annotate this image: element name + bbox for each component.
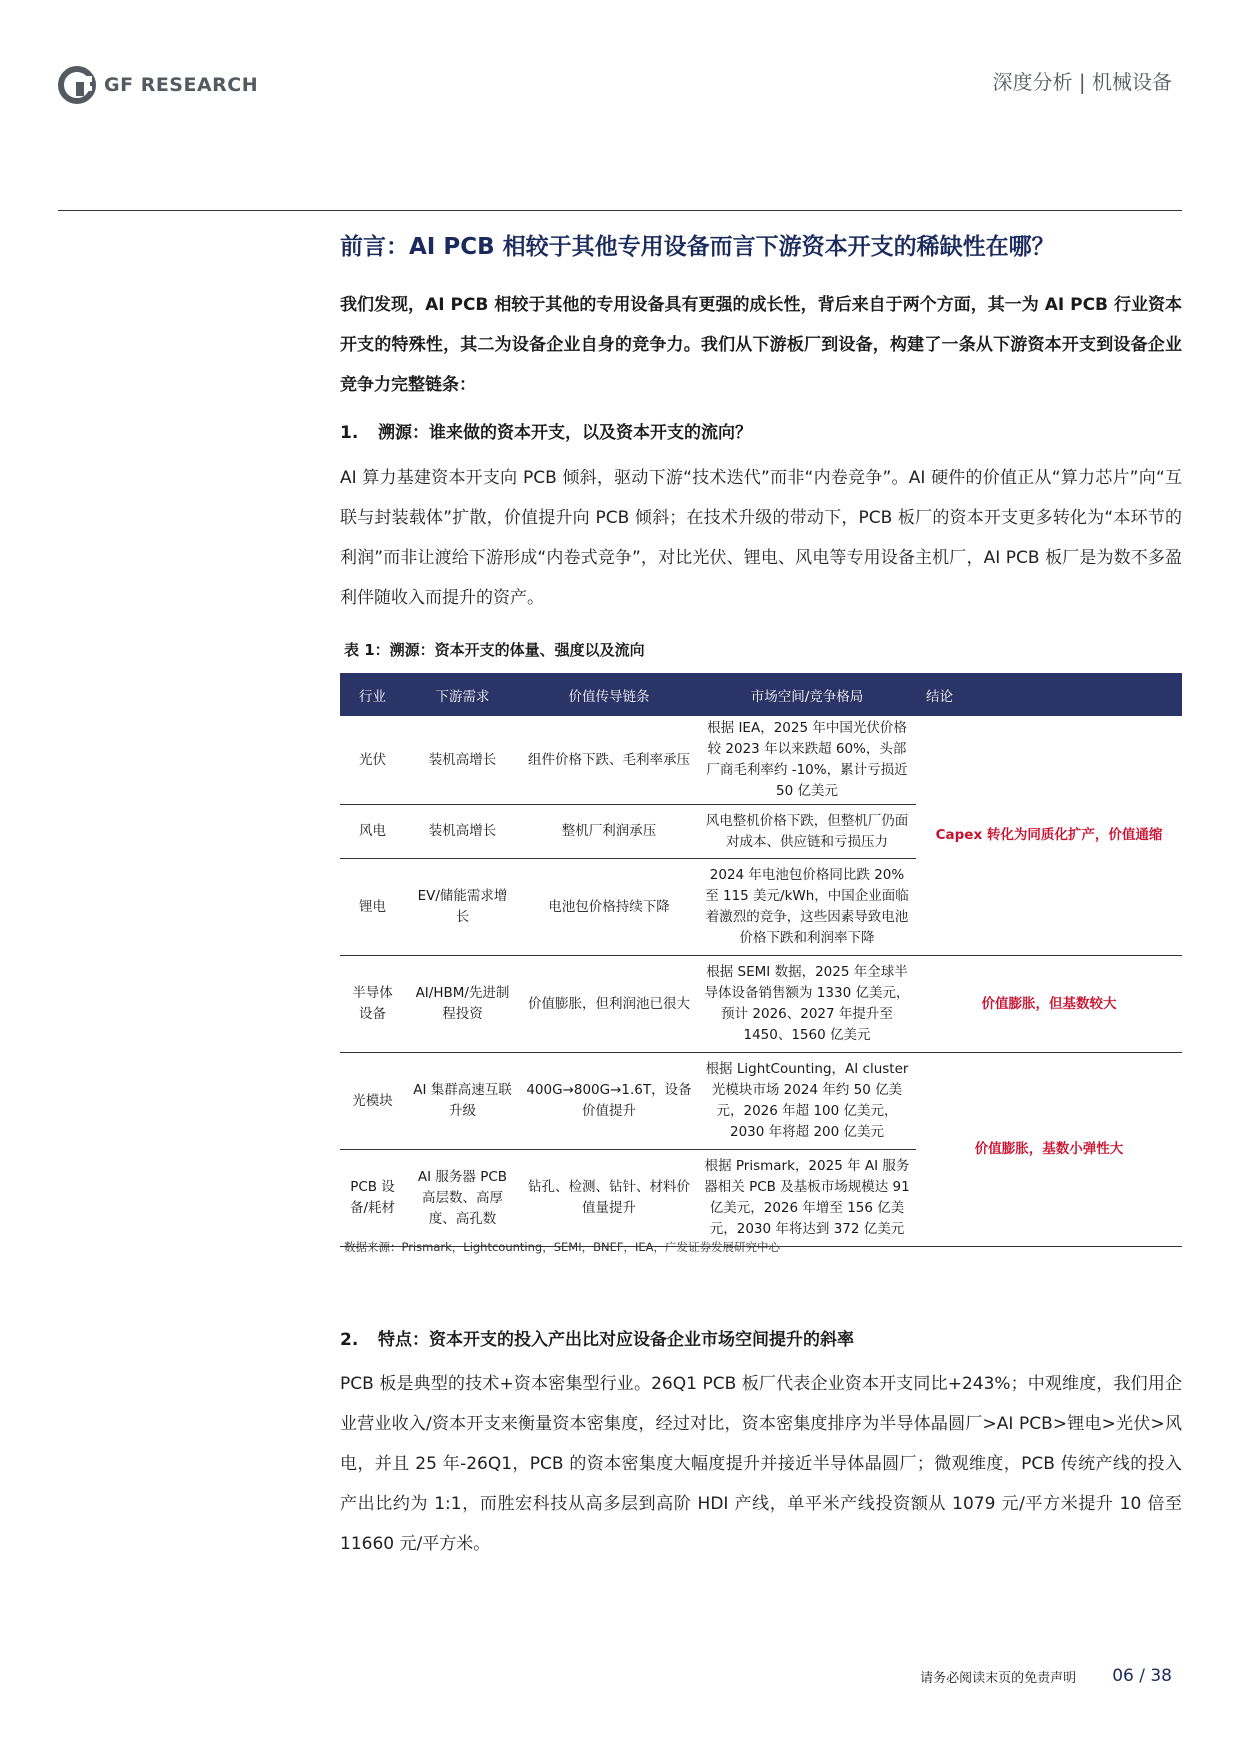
cell-demand: AI 集群高速互联升级 (405, 1053, 520, 1150)
table-source: 数据来源：Prismark，Lightcounting，SEMI，BNEF，IEA，广发证券发展研究中心 (344, 1240, 780, 1254)
page-title: 前言：AI PCB 相较于其他专用设备而言下游资本开支的稀缺性在哪？ (340, 234, 1055, 260)
cell-industry: 光伏 (340, 716, 405, 805)
table-row (340, 1053, 1182, 1150)
table-title: 表 1：溯源：资本开支的体量、强度以及流向 (344, 641, 645, 659)
table-header-row (340, 673, 1182, 716)
cell-industry: 锂电 (340, 859, 405, 956)
cell-chain: 整机厂利润承压 (520, 805, 698, 859)
section-1-heading (340, 418, 752, 443)
cell-market: 根据 LightCounting，AI cluster 光模块市场 2024 年约 50 亿美元，2026 年超 100 亿美元，2030 年将超 200 亿美元 (698, 1053, 916, 1150)
page-number: 06 / 38 (1112, 1666, 1172, 1686)
cell-conclusion: 价值膨胀，基数小弹性大 (916, 1053, 1182, 1247)
section-1-title: 溯源：谁来做的资本开支，以及资本开支的流向？ (378, 423, 752, 443)
cell-chain: 价值膨胀，但利润池已很大 (520, 956, 698, 1053)
cell-chain: 组件价格下跌、毛利率承压 (520, 716, 698, 805)
header-industry: 行业 (340, 673, 405, 716)
disclaimer-notice: 请务必阅读末页的免责声明 (920, 1670, 1077, 1686)
cell-market: 2024 年电池包价格同比跌 20% 至 115 美元/kWh，中国企业面临着激烈的竞争，这些因素导致电池价格下跌和利润率下降 (698, 859, 916, 956)
cell-demand: 装机高增长 (405, 805, 520, 859)
cell-market: 风电整机价格下跌，但整机厂仍面对成本、供应链和亏损压力 (698, 805, 916, 859)
lead-paragraph: 我们发现，AI PCB 相较于其他的专用设备具有更强的成长性，背后来自于两个方面，其一为 AI PCB 行业资本开支的特殊性，其二为设备企业自身的竞争力。我们从下游板厂到设备，构建了一条从下游资本开支到设备企业竞争力完整链条： (340, 295, 1182, 395)
cell-chain: 电池包价格持续下降 (520, 859, 698, 956)
header-divider (58, 210, 1182, 211)
cell-demand: AI 服务器 PCB 高层数、高厚度、高孔数 (405, 1150, 520, 1247)
cell-market: 根据 Prismark，2025 年 AI 服务器相关 PCB 及基板市场规模达 91 亿美元，2026 年增至 156 亿美元，2030 年将达到 372 亿美元 (698, 1150, 916, 1247)
cell-conclusion: Capex 转化为同质化扩产，价值通缩 (935, 827, 1163, 843)
cell-demand: AI/HBM/先进制程投资 (405, 956, 520, 1053)
cell-industry: 半导体设备 (340, 956, 405, 1053)
table-row (340, 716, 1182, 805)
section-1-body: AI 算力基建资本开支向 PCB 倾斜，驱动下游“技术迭代”而非“内卷竞争”。AI 硬件的价值正从“算力芯片”向“互联与封装载体”扩散，价值提升向 PCB 倾斜；在技术升级的带动下，PCB 板厂的资本开支更多转化为“本环节的利润”而非让渡给下游形成“内卷式竞争”，对比光伏、锂电、风电等专用设备主机厂，AI PCB 板厂是为数不多盈利伴随收入而提升的资产。 (340, 468, 1182, 608)
cell-chain: 钻孔、检测、钻针、材料价值量提升 (520, 1150, 698, 1247)
table-row (340, 956, 1182, 1053)
cell-market: 根据 SEMI 数据，2025 年全球半导体设备销售额为 1330 亿美元，预计 2026、2027 年提升至 1450、1560 亿美元 (698, 956, 916, 1053)
gf-logo (58, 66, 258, 104)
header-market: 市场空间/竞争格局 (698, 673, 916, 716)
cell-industry: 风电 (340, 805, 405, 859)
section-2-title: 特点：资本开支的投入产出比对应设备企业市场空间提升的斜率 (378, 1330, 854, 1350)
section-2-body: PCB 板是典型的技术+资本密集型行业。26Q1 PCB 板厂代表企业资本开支同比+243%；中观维度，我们用企业营业收入/资本开支来衡量资本密集度，经过对比，资本密集度排序为半导体晶圆厂>AI PCB>锂电>光伏>风电，并且 25 年-26Q1，PCB 的资本密集度大幅度提升并接近半导体晶圆厂；微观维度，PCB 传统产线的投入产出比约为 1:1，而胜宏科技从高多层到高阶 HDI 产线，单平米产线投资额从 1079 元/平方米提升 10 倍至 11660 元/平方米。 (340, 1374, 1182, 1554)
cell-chain: 400G→800G→1.6T，设备价值提升 (520, 1053, 698, 1150)
header-demand: 下游需求 (405, 673, 520, 716)
cell-demand: EV/储能需求增长 (405, 859, 520, 956)
logo-text: GF RESEARCH (104, 74, 259, 96)
page-footer (920, 1666, 1172, 1686)
cell-demand: 装机高增长 (405, 716, 520, 805)
capex-table (340, 673, 1182, 1247)
report-category: 深度分析 | 机械设备 (992, 70, 1172, 94)
cell-market: 根据 IEA，2025 年中国光伏价格较 2023 年以来跌超 60%，头部厂商毛利率约 -10%，累计亏损近 50 亿美元 (698, 716, 916, 805)
cell-conclusion: 价值膨胀，但基数较大 (916, 956, 1182, 1053)
cell-industry: PCB 设备/耗材 (340, 1150, 405, 1247)
header-chain: 价值传导链条 (520, 673, 698, 716)
section-1-number: 1. (340, 423, 359, 443)
gf-logo-icon (58, 66, 96, 104)
section-2-heading (340, 1325, 854, 1350)
cell-industry: 光模块 (340, 1053, 405, 1150)
section-2-number: 2. (340, 1330, 359, 1350)
header-conclusion: 结论 (916, 673, 1182, 716)
